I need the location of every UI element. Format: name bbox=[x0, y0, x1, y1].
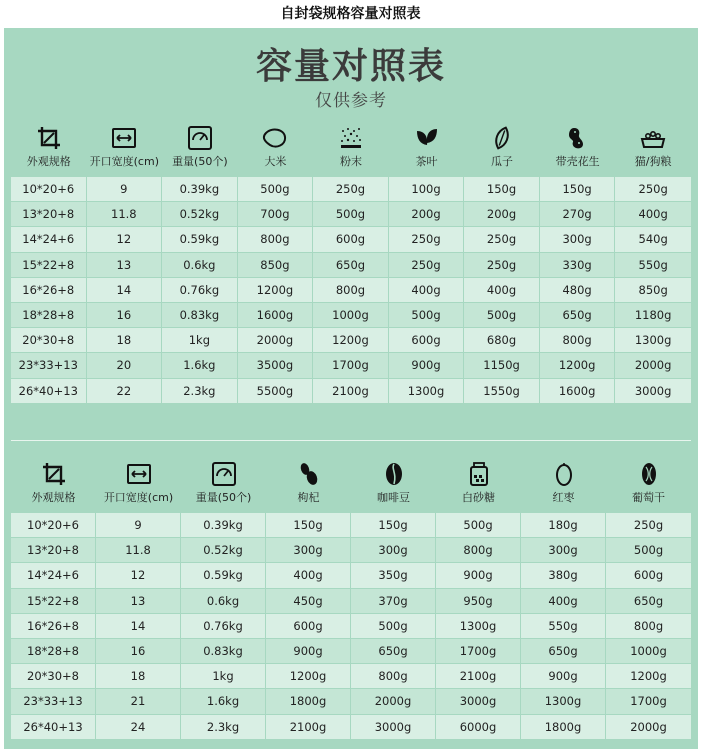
table-cell: 13*20+8 bbox=[11, 538, 96, 562]
table-cell: 13 bbox=[96, 589, 181, 613]
table2-header bbox=[11, 460, 691, 506]
table-cell: 250g bbox=[464, 227, 540, 251]
table-cell: 500g bbox=[633, 543, 664, 558]
table2-header-6 bbox=[521, 460, 606, 506]
table-cell: 9 bbox=[87, 177, 163, 201]
table-cell: 250g bbox=[638, 182, 668, 197]
table-cell: 1200g bbox=[238, 278, 314, 302]
table-cell: 3000g bbox=[351, 715, 436, 739]
column-header-label: 枸杞 bbox=[297, 491, 320, 504]
table-cell: 16 bbox=[96, 639, 181, 663]
table-row bbox=[11, 253, 691, 278]
table1-header-0 bbox=[11, 124, 87, 170]
table-cell: 600g bbox=[313, 227, 389, 251]
table-cell: 800g bbox=[238, 227, 314, 251]
column-header-label: 白砂糖 bbox=[462, 491, 495, 504]
table-cell: 1300g bbox=[389, 379, 465, 403]
column-header-label: 瓜子 bbox=[491, 155, 514, 168]
table-cell: 850g bbox=[238, 253, 314, 277]
table-cell: 180g bbox=[521, 513, 606, 537]
table-cell: 0.39kg bbox=[162, 177, 238, 201]
table-cell: 0.83kg bbox=[162, 303, 238, 327]
table-cell: 350g bbox=[351, 563, 436, 587]
table-cell: 800g bbox=[540, 328, 616, 352]
table-cell: 23*33+13 bbox=[11, 353, 87, 377]
column-header-label: 粉末 bbox=[339, 155, 362, 168]
table-cell: 500g bbox=[389, 303, 465, 327]
table-cell: 550g bbox=[638, 257, 668, 272]
page-title: 自封袋规格容量对照表 bbox=[280, 6, 421, 22]
table-cell: 800g bbox=[313, 278, 389, 302]
column-header-label: 带壳花生 bbox=[555, 155, 600, 168]
table-row bbox=[11, 639, 691, 664]
table-cell: 14 bbox=[96, 614, 181, 638]
table2-header-0 bbox=[11, 460, 96, 506]
table-row bbox=[11, 227, 691, 252]
table-cell: 400g bbox=[464, 278, 540, 302]
sugar-jar-icon bbox=[465, 460, 493, 488]
table-row bbox=[11, 563, 691, 588]
scale-icon bbox=[186, 124, 214, 152]
table-cell: 400g bbox=[389, 278, 465, 302]
table-cell: 21 bbox=[96, 689, 181, 713]
table-cell: 650g bbox=[351, 639, 436, 663]
table-cell: 600g bbox=[266, 614, 351, 638]
table-cell: 0.52kg bbox=[162, 202, 238, 226]
table-cell: 400g bbox=[521, 589, 606, 613]
table-cell: 0.52kg bbox=[181, 538, 266, 562]
column-header-label: 外观规格 bbox=[31, 491, 76, 504]
table-cell: 11.8 bbox=[96, 538, 181, 562]
table-cell: 1700g bbox=[313, 353, 389, 377]
table-cell: 150g bbox=[464, 177, 540, 201]
table-cell: 0.76kg bbox=[181, 614, 266, 638]
table-cell: 500g bbox=[464, 303, 540, 327]
table-row bbox=[11, 664, 691, 689]
column-header-label: 红枣 bbox=[552, 491, 575, 504]
table-cell: 2100g bbox=[266, 715, 351, 739]
table-cell: 450g bbox=[266, 589, 351, 613]
table-cell: 250g bbox=[633, 518, 664, 533]
table-cell: 0.76kg bbox=[162, 278, 238, 302]
table-cell: 2000g bbox=[630, 719, 667, 734]
table-cell: 2000g bbox=[238, 328, 314, 352]
crop-icon bbox=[40, 460, 68, 488]
table-cell: 11.8 bbox=[87, 202, 163, 226]
table-cell: 1200g bbox=[266, 664, 351, 688]
table-cell: 20*30+8 bbox=[11, 328, 87, 352]
table1-header-3 bbox=[238, 124, 314, 170]
table-cell: 6000g bbox=[436, 715, 521, 739]
table1-header-2 bbox=[162, 124, 238, 170]
table2-header-5 bbox=[436, 460, 521, 506]
column-header-label: 葡萄干 bbox=[632, 491, 665, 504]
table-cell: 1800g bbox=[266, 689, 351, 713]
table-cell: 1300g bbox=[521, 689, 606, 713]
table2-header-7 bbox=[606, 460, 691, 506]
table-cell: 10*20+6 bbox=[11, 177, 87, 201]
goji-berry-icon bbox=[295, 460, 323, 488]
table-cell: 2100g bbox=[313, 379, 389, 403]
table-cell: 800g bbox=[633, 618, 664, 633]
scale-icon bbox=[210, 460, 238, 488]
table2-header-3 bbox=[266, 460, 351, 506]
column-header-label: 重量(50个) bbox=[195, 491, 252, 504]
table-row bbox=[11, 589, 691, 614]
table-cell: 650g bbox=[313, 253, 389, 277]
table-row bbox=[11, 538, 691, 563]
table-cell: 1600g bbox=[540, 379, 616, 403]
table-cell: 150g bbox=[540, 177, 616, 201]
table-cell: 250g bbox=[313, 177, 389, 201]
table-cell: 23*33+13 bbox=[11, 689, 96, 713]
column-header-label: 开口宽度(cm) bbox=[103, 491, 174, 504]
table2-header-4 bbox=[351, 460, 436, 506]
table-cell: 400g bbox=[638, 207, 668, 222]
table-cell: 540g bbox=[638, 232, 668, 247]
table-cell: 12 bbox=[87, 227, 163, 251]
table2-header-2 bbox=[181, 460, 266, 506]
column-header-label: 外观规格 bbox=[26, 155, 71, 168]
table-row bbox=[11, 353, 691, 378]
table1-header-4 bbox=[313, 124, 389, 170]
coffee-bean-icon bbox=[380, 460, 408, 488]
table-cell: 850g bbox=[638, 282, 668, 297]
subtitle: 仅供参考 bbox=[315, 91, 387, 111]
column-header-label: 重量(50个) bbox=[172, 155, 228, 168]
table-cell: 500g bbox=[313, 202, 389, 226]
table-cell: 400g bbox=[266, 563, 351, 587]
table1-header-6 bbox=[464, 124, 540, 170]
table-cell: 22 bbox=[87, 379, 163, 403]
table-cell: 15*22+8 bbox=[11, 589, 96, 613]
table-cell: 1800g bbox=[521, 715, 606, 739]
table-cell: 1000g bbox=[630, 644, 667, 659]
table-cell: 900g bbox=[436, 563, 521, 587]
table-cell: 700g bbox=[238, 202, 314, 226]
table-cell: 300g bbox=[521, 538, 606, 562]
table1-header bbox=[11, 124, 691, 170]
sunflower-seed-icon bbox=[488, 124, 516, 152]
table1-header-5 bbox=[389, 124, 465, 170]
table-cell: 18*28+8 bbox=[11, 639, 96, 663]
column-header-label: 猫/狗粮 bbox=[634, 155, 672, 168]
table-cell: 1700g bbox=[630, 694, 667, 709]
column-header-label: 大米 bbox=[264, 155, 287, 168]
table-row bbox=[11, 715, 691, 740]
table-cell: 16 bbox=[87, 303, 163, 327]
table-cell: 26*40+13 bbox=[11, 379, 87, 403]
table-cell: 2.3kg bbox=[181, 715, 266, 739]
table-row bbox=[11, 513, 691, 538]
table-cell: 0.6kg bbox=[162, 253, 238, 277]
table-cell: 1000g bbox=[313, 303, 389, 327]
table-cell: 900g bbox=[521, 664, 606, 688]
table-cell: 20 bbox=[87, 353, 163, 377]
table-row bbox=[11, 177, 691, 202]
table-cell: 1.6kg bbox=[181, 689, 266, 713]
table-cell: 13*20+8 bbox=[11, 202, 87, 226]
table-cell: 270g bbox=[540, 202, 616, 226]
table-cell: 150g bbox=[351, 513, 436, 537]
crop-icon bbox=[35, 124, 63, 152]
table-cell: 2.3kg bbox=[162, 379, 238, 403]
table-cell: 5500g bbox=[238, 379, 314, 403]
table-cell: 1200g bbox=[313, 328, 389, 352]
table-cell: 1kg bbox=[181, 664, 266, 688]
rice-icon bbox=[261, 124, 289, 152]
table-cell: 250g bbox=[389, 253, 465, 277]
table-cell: 370g bbox=[351, 589, 436, 613]
table-cell: 1kg bbox=[162, 328, 238, 352]
pet-food-bowl-icon bbox=[639, 124, 667, 152]
table-cell: 18 bbox=[87, 328, 163, 352]
table-cell: 1200g bbox=[630, 669, 667, 684]
width-arrows-icon bbox=[125, 460, 153, 488]
table-cell: 2100g bbox=[436, 664, 521, 688]
table-cell: 3000g bbox=[436, 689, 521, 713]
table-cell: 500g bbox=[238, 177, 314, 201]
table-cell: 12 bbox=[96, 563, 181, 587]
table-cell: 330g bbox=[540, 253, 616, 277]
table-cell: 1300g bbox=[436, 614, 521, 638]
table-cell: 9 bbox=[96, 513, 181, 537]
table-cell: 1.6kg bbox=[162, 353, 238, 377]
column-header-label: 茶叶 bbox=[415, 155, 438, 168]
table-cell: 3500g bbox=[238, 353, 314, 377]
table-row bbox=[11, 328, 691, 353]
column-header-label: 开口宽度(cm) bbox=[89, 155, 159, 168]
jujube-icon bbox=[550, 460, 578, 488]
table-cell: 0.59kg bbox=[162, 227, 238, 251]
table-cell: 800g bbox=[436, 538, 521, 562]
table-cell: 650g bbox=[540, 303, 616, 327]
table-row bbox=[11, 278, 691, 303]
table-row bbox=[11, 202, 691, 227]
table-cell: 2000g bbox=[634, 358, 672, 373]
table1-header-7 bbox=[540, 124, 616, 170]
table-cell: 300g bbox=[540, 227, 616, 251]
table-cell: 650g bbox=[521, 639, 606, 663]
table-cell: 1700g bbox=[436, 639, 521, 663]
table-row bbox=[11, 689, 691, 714]
table-cell: 150g bbox=[266, 513, 351, 537]
table-row bbox=[11, 379, 691, 404]
table1 bbox=[11, 177, 691, 404]
width-arrows-icon bbox=[110, 124, 138, 152]
table1-header-8 bbox=[615, 124, 691, 170]
table-cell: 250g bbox=[464, 253, 540, 277]
table-cell: 500g bbox=[351, 614, 436, 638]
table-cell: 500g bbox=[436, 513, 521, 537]
table-cell: 1600g bbox=[238, 303, 314, 327]
table-cell: 26*40+13 bbox=[11, 715, 96, 739]
powder-icon bbox=[337, 124, 365, 152]
table-cell: 24 bbox=[96, 715, 181, 739]
table-cell: 100g bbox=[389, 177, 465, 201]
table-cell: 380g bbox=[521, 563, 606, 587]
table-cell: 0.6kg bbox=[181, 589, 266, 613]
table-row bbox=[11, 614, 691, 639]
table-cell: 16*26+8 bbox=[11, 614, 96, 638]
table-cell: 900g bbox=[389, 353, 465, 377]
table-cell: 2000g bbox=[351, 689, 436, 713]
table-cell: 18 bbox=[96, 664, 181, 688]
capacity-chart-panel bbox=[4, 28, 698, 749]
table-cell: 1150g bbox=[464, 353, 540, 377]
peanut-icon bbox=[564, 124, 592, 152]
table-cell: 1200g bbox=[540, 353, 616, 377]
table1-header-1 bbox=[87, 124, 163, 170]
table-cell: 800g bbox=[351, 664, 436, 688]
section-divider bbox=[11, 440, 691, 441]
main-title: 容量对照表 bbox=[255, 46, 446, 87]
table-cell: 1550g bbox=[464, 379, 540, 403]
tea-leaf-icon bbox=[413, 124, 441, 152]
table-cell: 15*22+8 bbox=[11, 253, 87, 277]
table-cell: 3000g bbox=[634, 383, 672, 398]
table2 bbox=[11, 513, 691, 740]
table-row bbox=[11, 303, 691, 328]
table-cell: 0.39kg bbox=[181, 513, 266, 537]
table-cell: 16*26+8 bbox=[11, 278, 87, 302]
table-cell: 600g bbox=[389, 328, 465, 352]
table-cell: 950g bbox=[436, 589, 521, 613]
table-cell: 250g bbox=[389, 227, 465, 251]
table-cell: 200g bbox=[464, 202, 540, 226]
table-cell: 10*20+6 bbox=[11, 513, 96, 537]
table-cell: 20*30+8 bbox=[11, 664, 96, 688]
table-cell: 1300g bbox=[634, 333, 672, 348]
table-cell: 300g bbox=[266, 538, 351, 562]
table2-header-1 bbox=[96, 460, 181, 506]
table-cell: 14*24+6 bbox=[11, 227, 87, 251]
raisin-icon bbox=[635, 460, 663, 488]
table-cell: 18*28+8 bbox=[11, 303, 87, 327]
table-cell: 680g bbox=[464, 328, 540, 352]
table-cell: 1180g bbox=[634, 308, 672, 323]
table-cell: 13 bbox=[87, 253, 163, 277]
table-cell: 14*24+6 bbox=[11, 563, 96, 587]
table-cell: 0.59kg bbox=[181, 563, 266, 587]
table-cell: 300g bbox=[351, 538, 436, 562]
table-cell: 900g bbox=[266, 639, 351, 663]
table-cell: 480g bbox=[540, 278, 616, 302]
table-cell: 600g bbox=[633, 568, 664, 583]
table-cell: 14 bbox=[87, 278, 163, 302]
table-cell: 550g bbox=[521, 614, 606, 638]
table-cell: 0.83kg bbox=[181, 639, 266, 663]
column-header-label: 咖啡豆 bbox=[377, 491, 410, 504]
table-cell: 200g bbox=[389, 202, 465, 226]
table-cell: 650g bbox=[633, 593, 664, 608]
